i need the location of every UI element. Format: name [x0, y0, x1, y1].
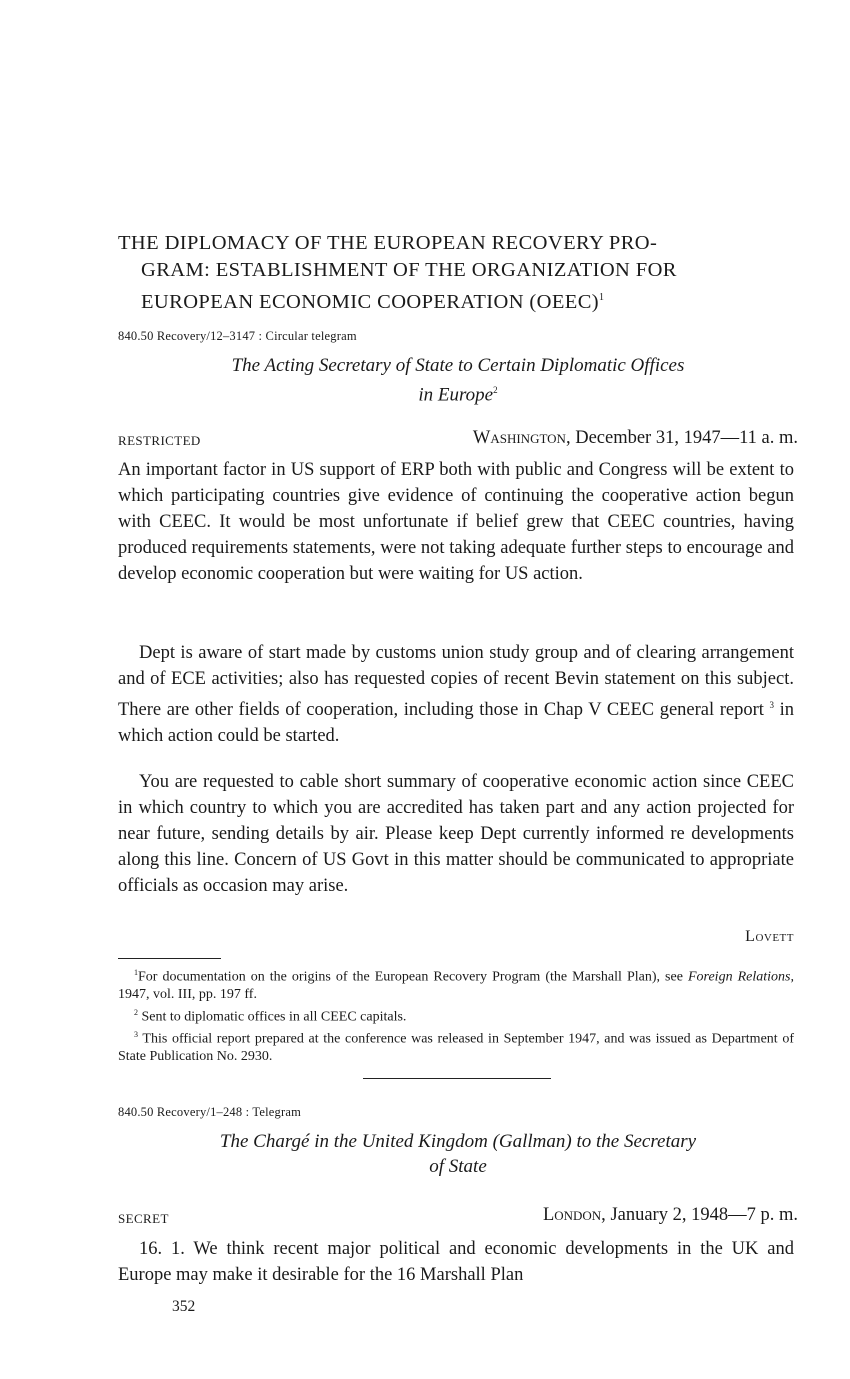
doc1-paragraph-2-b: in which action could be started.	[118, 700, 795, 747]
footnote-2-number: 2	[134, 1007, 138, 1017]
doc1-paragraph-2	[118, 640, 794, 749]
heading-line-3-text: EUROPEAN ECONOMIC COOPERATION (OEEC)	[141, 290, 599, 313]
footnote-1-text-a: For documentation on the origins of the European Recovery Program (the Marshall Plan), see	[138, 969, 683, 985]
doc1-paragraph-3: You are requested to cable short summary of cooperative economic action since CEEC in which country to which you are accredited has taken part and any action projected for near future, sending details by air. Please keep Dept currently informed re developments along this line. Concern of US Govt in this matter should be communicated to appropriate officials as occasion may arise.	[118, 772, 794, 896]
classification-1: RESTRICTED	[118, 433, 201, 448]
footnote-rule	[118, 958, 221, 959]
footnote-1-number: 1	[134, 968, 138, 977]
footnote-1-text-b: 1947, vol. III, pp. 197 ff.	[118, 987, 257, 1003]
page-number: 352	[172, 1298, 196, 1315]
section-separator	[363, 1078, 551, 1079]
heading-line-2: GRAM: ESTABLISHMENT OF THE ORGANIZATION FOR	[141, 259, 677, 281]
classification-2: SECRET	[118, 1211, 169, 1226]
footnote-1-title: Foreign Relations,	[687, 969, 794, 985]
addressee-2-name: Gallman	[498, 1131, 566, 1152]
addressee-2-text-b: ) to the Secretary	[565, 1131, 697, 1152]
place-2: London,	[542, 1205, 606, 1225]
dateline-2	[543, 1205, 798, 1226]
addressee-2-line-1	[118, 1129, 798, 1154]
heading-footnote-ref: 1	[599, 292, 605, 303]
addressee-1-line-1: The Acting Secretary of State to Certain Diplomatic Offices	[231, 355, 685, 376]
footnote-2	[118, 1004, 794, 1026]
addressee-1-line-2-text: in Europe	[418, 384, 494, 406]
addressee-2-text-a: The Chargé in the United Kingdom (	[219, 1131, 499, 1152]
footnote-3-text: This official report prepared at the conference was released in September 1947, and was issued as Department of State Publication No. 2930.	[118, 1031, 794, 1064]
place-1: Washington,	[472, 428, 571, 448]
heading-line-3	[118, 284, 798, 316]
signature: Lovett	[745, 928, 794, 945]
file-number-1: 840.50 Recovery/12–3147 : Circular telegram	[118, 329, 357, 343]
addressee-1	[118, 353, 798, 407]
footnote-3-number: 3	[134, 1029, 138, 1039]
footnote-2-text: Sent to diplomatic offices in all CEEC capitals.	[141, 1009, 407, 1025]
doc1-paragraph-2-a: Dept is aware of start made by customs union study group and of clearing arrangement and of ECE activities; also has requested copies of recent Bevin statement on this subject. There are other fields of cooperation, including those in Chap V CEEC general report	[118, 643, 794, 721]
file-number-2: 840.50 Recovery/1–248 : Telegram	[118, 1105, 302, 1119]
date-1: December 31, 1947—11 a. m.	[575, 428, 798, 448]
date-2: January 2, 1948—7 p. m.	[610, 1205, 798, 1225]
doc2-paragraph-1: 16. 1. We think recent major political and economic developments in the UK and Europe may make it desirable for the 16 Marshall Plan	[118, 1239, 794, 1285]
heading-line-1: THE DIPLOMACY OF THE EUROPEAN RECOVERY PRO-	[118, 232, 658, 254]
chapter-heading	[118, 230, 798, 316]
footnote-1	[118, 964, 794, 1004]
doc1-paragraph-1: An important factor in US support of ERP both with public and Congress will be extent to which participating countries give evidence of continuing the cooperative action begun with CEEC. It would be most unfortunate if belief grew that CEEC countries, having produced requirements statements, were not taking adequate further steps to encourage and develop economic cooperation but were waiting for US action.	[118, 460, 794, 584]
footnotes	[118, 964, 794, 1065]
doc1-paragraph-2-ref: 3	[769, 700, 775, 710]
addressee-2-line-2: of State	[429, 1156, 487, 1177]
footnote-3	[118, 1026, 794, 1066]
addressee-1-line-2	[118, 378, 798, 407]
dateline-1	[473, 428, 798, 449]
addressee-2	[118, 1129, 798, 1179]
addressee-1-ref: 2	[493, 385, 498, 395]
